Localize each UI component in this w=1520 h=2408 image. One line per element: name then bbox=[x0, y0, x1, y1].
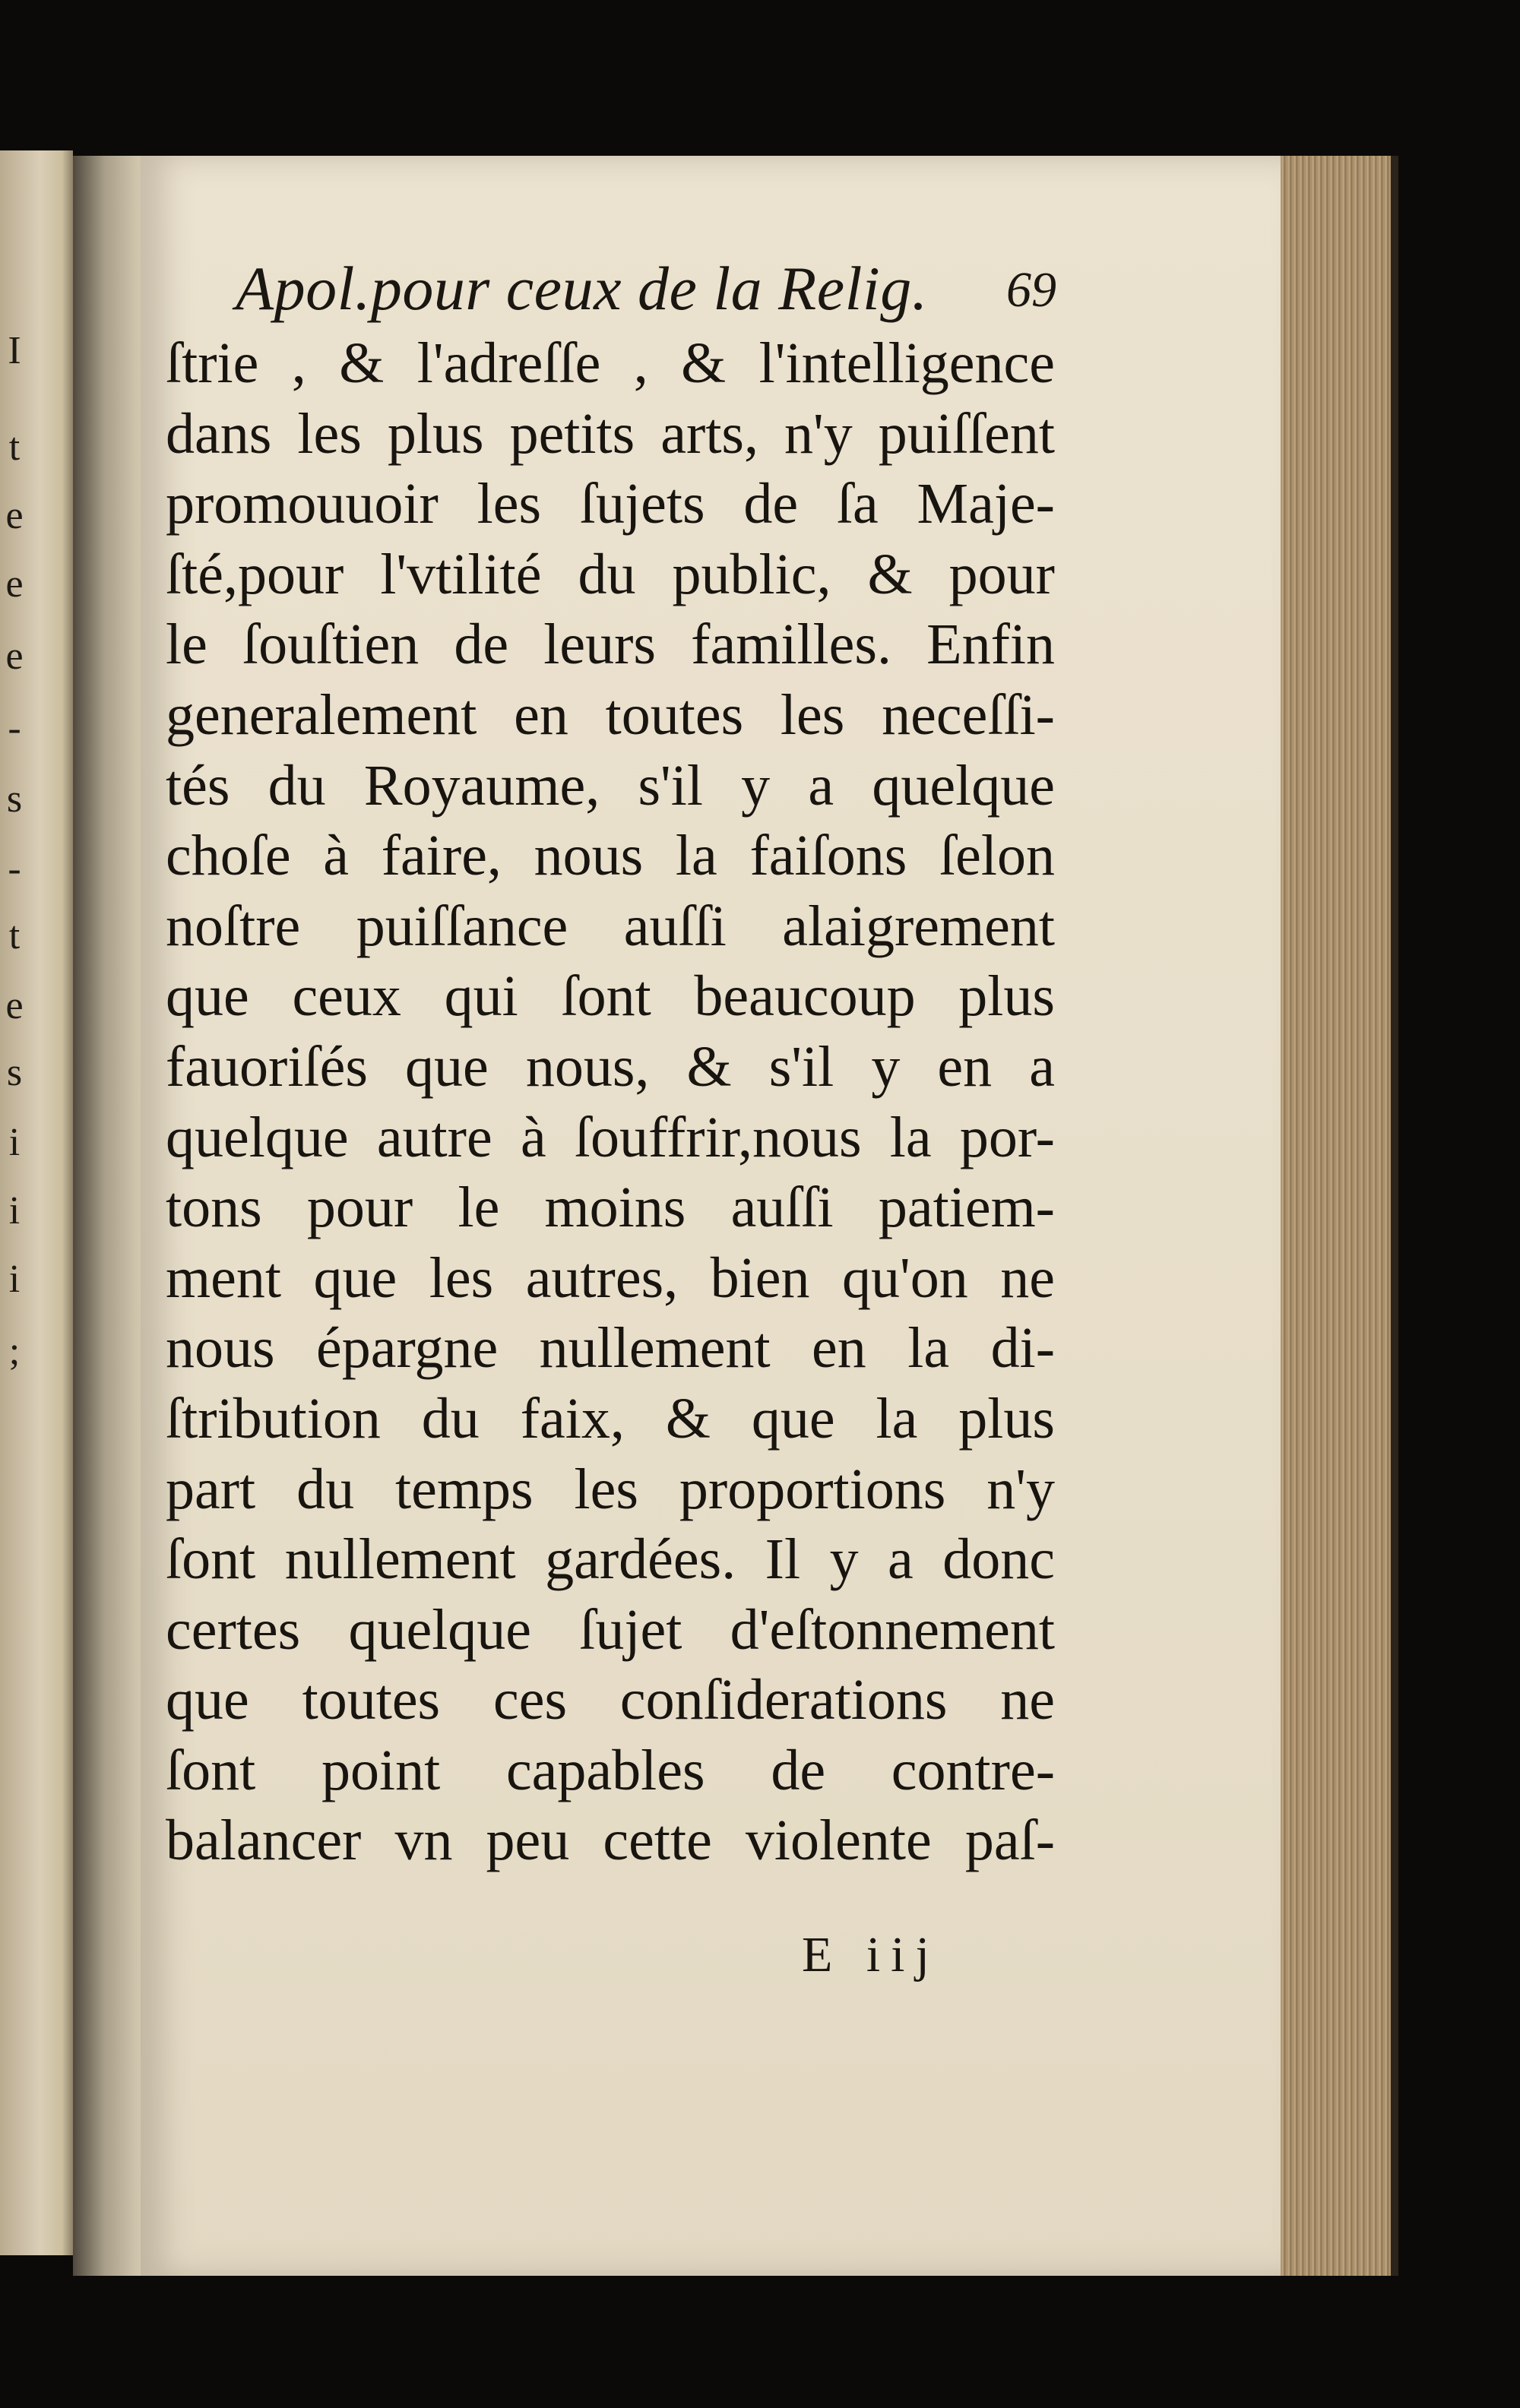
text-line: ſont point capables de contre- bbox=[166, 1738, 1055, 1802]
body-text bbox=[166, 328, 1055, 1876]
left-margin-char: - bbox=[8, 847, 21, 891]
text-line: nous épargne nullement en la di- bbox=[166, 1316, 1055, 1381]
text-line: certes quelque ſujet d'eſtonnement bbox=[166, 1597, 1055, 1662]
text-line: tons pour le moins auſſi patiem- bbox=[166, 1176, 1055, 1240]
left-facing-page bbox=[0, 150, 73, 2255]
text-line: ment que les autres, bien qu'on ne bbox=[166, 1245, 1055, 1310]
text-line: ſont nullement gardées. Il y a donc bbox=[166, 1527, 1055, 1592]
left-margin-char: e bbox=[5, 984, 24, 1027]
left-margin-char: I bbox=[8, 329, 21, 372]
text-line: noſtre puiſſance auſſi alaigrement bbox=[166, 894, 1055, 958]
text-line: fauoriſés que nous, & s'il y en a bbox=[166, 1034, 1055, 1099]
left-margin-char: s bbox=[6, 1051, 23, 1094]
text-line: le ſouſtien de leurs familles. Enfin bbox=[166, 612, 1055, 677]
page-number: 69 bbox=[1006, 262, 1056, 318]
signature-mark: E iij bbox=[802, 1927, 940, 1982]
running-head bbox=[236, 251, 1056, 334]
left-margin-char: e bbox=[5, 562, 24, 606]
page-block-edge bbox=[1281, 156, 1391, 2276]
text-line: ſté,pour l'vtilité du public, & pour bbox=[166, 542, 1055, 606]
text-line: que toutes ces conſiderations ne bbox=[166, 1668, 1055, 1732]
left-margin-char: i bbox=[8, 1121, 21, 1164]
text-line: dans les plus petits arts, n'y puiſſent bbox=[166, 401, 1055, 466]
running-title: Apol.pour ceux de la Relig. bbox=[236, 254, 928, 323]
text-line: part du temps les proportions n'y bbox=[166, 1457, 1055, 1521]
text-line: generalement en toutes les neceſſi- bbox=[166, 682, 1055, 747]
text-line: promouuoir les ſujets de ſa Maje- bbox=[166, 472, 1055, 536]
text-line: quelque autre à ſouffrir,nous la por- bbox=[166, 1105, 1055, 1169]
left-margin-char: e bbox=[5, 494, 24, 537]
text-line: choſe à faire, nous la faiſons ſelon bbox=[166, 824, 1055, 888]
left-margin-char: s bbox=[6, 777, 23, 821]
left-margin-char: - bbox=[8, 707, 21, 750]
text-line: ſtribution du faix, & que la plus bbox=[166, 1386, 1055, 1451]
left-margin-char: ; bbox=[8, 1330, 21, 1373]
left-margin-char: i bbox=[8, 1189, 21, 1232]
left-margin-char: i bbox=[8, 1258, 21, 1301]
page-block-shadow bbox=[1391, 156, 1398, 2276]
text-line: que ceux qui ſont beaucoup plus bbox=[166, 964, 1055, 1029]
text-line: balancer vn peu cette violente paſ- bbox=[166, 1808, 1055, 1873]
left-margin-char: e bbox=[5, 634, 24, 678]
text-line: ſtrie , & l'adreſſe , & l'intelligence bbox=[166, 331, 1055, 395]
left-margin-char: t bbox=[8, 914, 21, 957]
left-margin-char: t bbox=[8, 426, 21, 469]
text-line: tés du Royaume, s'il y a quelque bbox=[166, 753, 1055, 818]
